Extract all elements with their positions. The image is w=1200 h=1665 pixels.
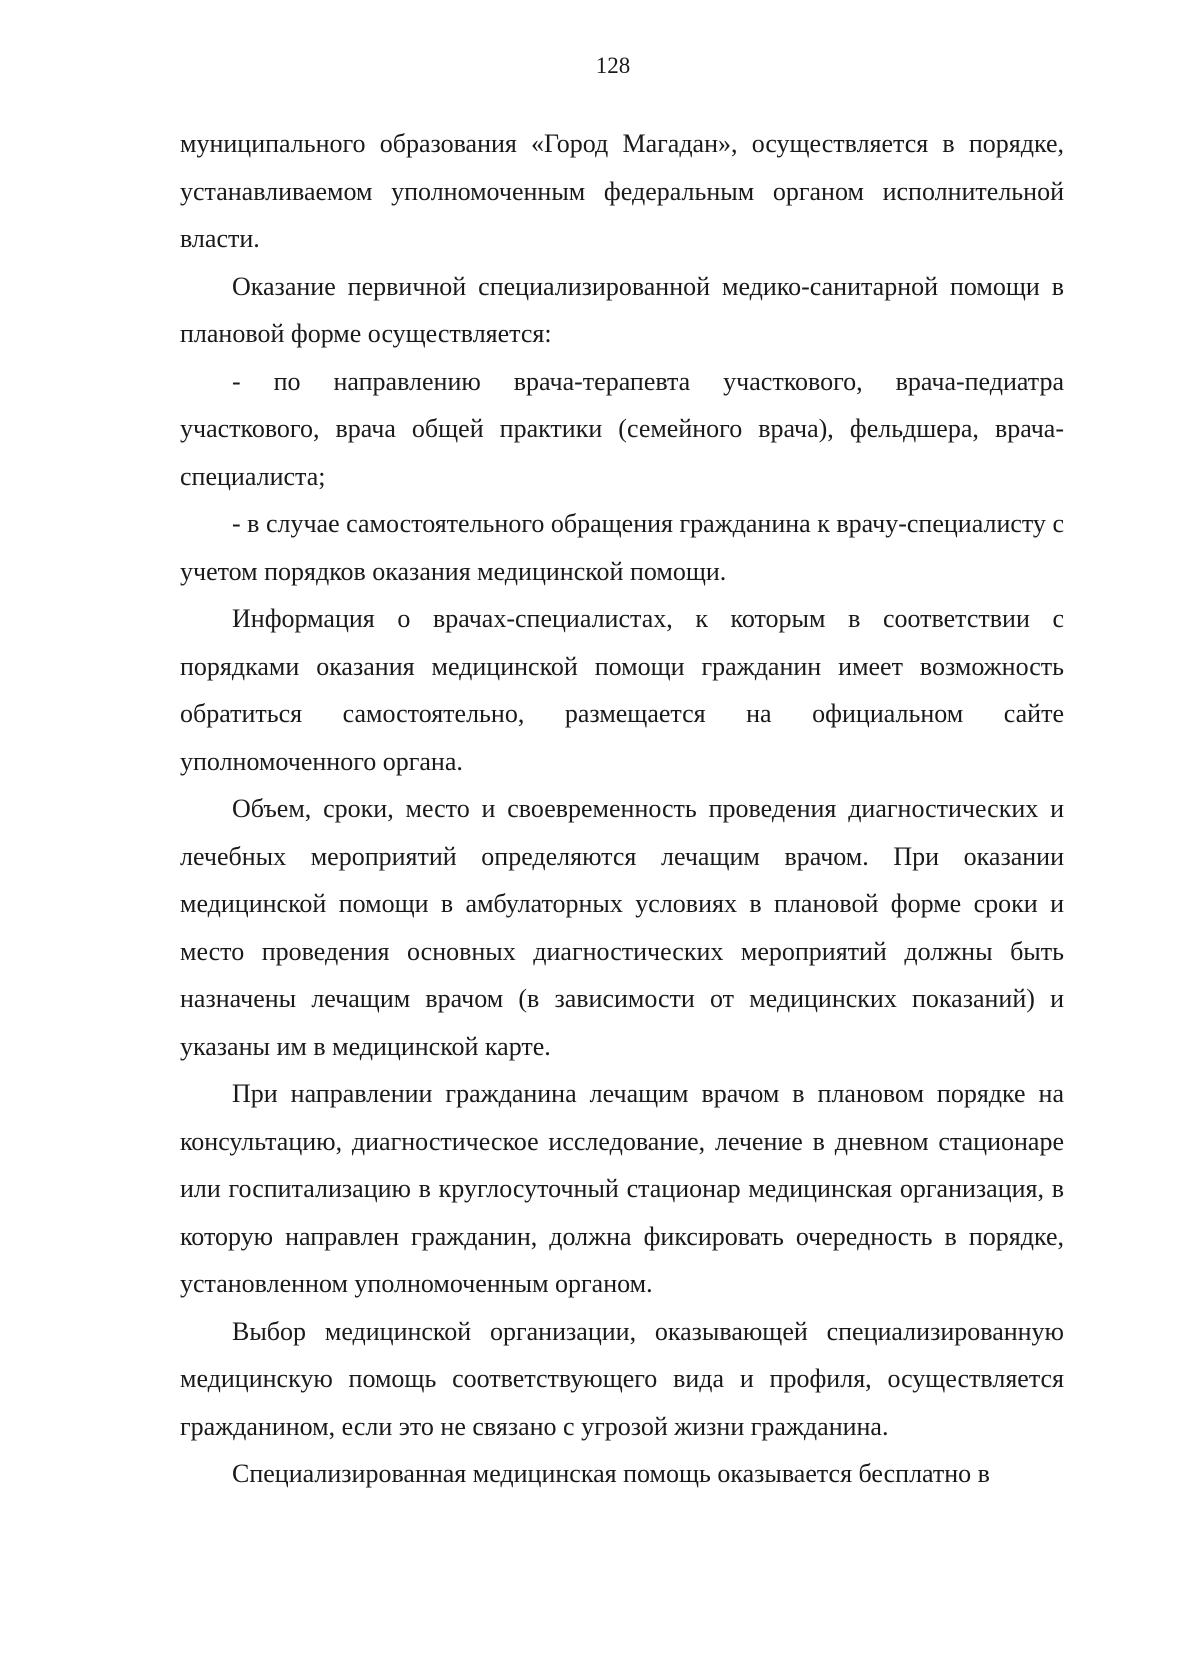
paragraph: При направлении гражданина лечащим врачом в плановом порядке на консультацию, диагностическое исследование, лечение в дневном стационаре или госпитализацию в круглосуточный стационар медицинская организация, в которую направлен гражданин, должна фиксировать очередность в порядке, установленном уполномоченным органом. [180,1079,1064,1298]
document-body [180,120,1064,1498]
list-item: - по направлению врача-терапевта участкового, врача-педиатра участкового, врача общей практики (семейного врача), фельдшера, врача-специалиста; [180,366,1064,491]
paragraph: Информация о врачах-специалистах, к которым в соответствии с порядками оказания медицинской помощи гражданин имеет возможность обратиться самостоятельно, размещается на официальном сайте уполномоченного органа. [180,604,1064,776]
paragraph: Оказание первичной специализированной медико-санитарной помощи в плановой форме осуществляется: [180,271,1064,348]
page-number: 128 [595,53,631,78]
list-item: - в случае самостоятельного обращения гражданина к врачу-специалисту с учетом порядков оказания медицинской помощи. [180,509,1064,586]
paragraph: Выбор медицинской организации, оказывающей специализированную медицинскую помощь соответствующего вида и профиля, осуществляется гражданином, если это не связано с угрозой жизни гражданина. [180,1316,1064,1441]
paragraph-continuation: муниципального образования «Город Магадан», осуществляется в порядке, устанавливаемом уполномоченным федеральным органом исполнительной власти. [180,129,1064,253]
paragraph: Объем, сроки, место и своевременность проведения диагностических и лечебных мероприятий определяются лечащим врачом. При оказании медицинской помощи в амбулаторных условиях в плановой форме сроки и место проведения основных диагностических мероприятий должны быть назначены лечащим врачом (в зависимости от медицинских показаний) и указаны им в медицинской карте. [180,794,1064,1061]
paragraph: Специализированная медицинская помощь оказывается бесплатно в [232,1459,990,1488]
